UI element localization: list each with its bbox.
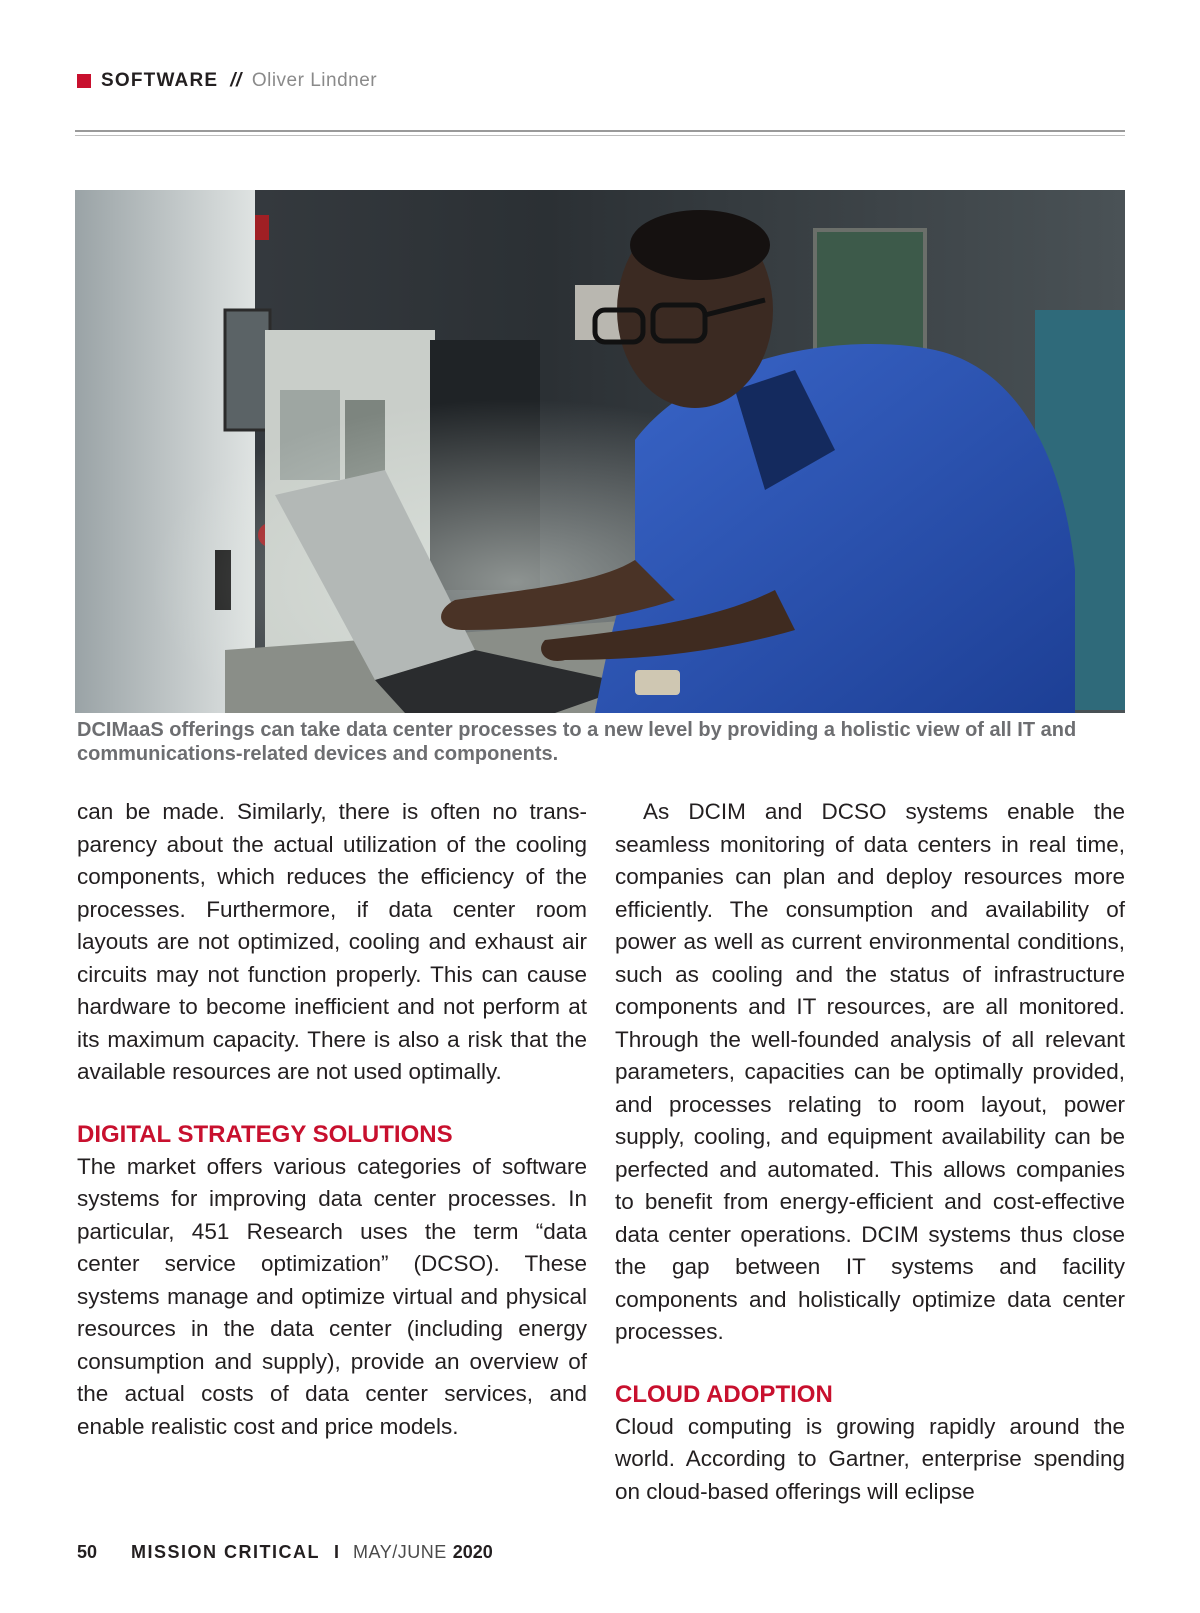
section-heading: DIGITAL STRATEGY SOLUTIONS <box>77 1120 453 1148</box>
body-paragraph: can be made. Similarly, there is often no transparency about the actual utilization of the cooling components, which reduces the efficiency of the processes. Furthermore, if data center room layouts are not optimized, cooling and exhaust air circuits may not function properly. This can cause hardware to become inefficient and not perform at its maximum capacity. There is also a risk that the available resources are not used optimally. <box>77 799 587 1084</box>
section-label: SOFTWARE <box>101 70 219 91</box>
article-photo <box>75 190 1125 713</box>
page-footer <box>77 1542 493 1563</box>
photo-caption: DCIMaaS offerings can take data center processes to a new level by providing a holistic view of all IT and communications-related devices and components. <box>77 719 1077 765</box>
page-number: 50 <box>77 1542 98 1562</box>
issue-year: 2020 <box>452 1542 493 1562</box>
running-header <box>77 70 377 92</box>
right-column <box>615 796 1125 1508</box>
body-paragraph: Cloud computing is growing rapidly around the world. According to Gartner, enterprise spending on cloud-based offerings will eclipse <box>615 1413 1125 1504</box>
magazine-name: MISSION CRITICAL <box>131 1542 321 1562</box>
issue-date: MAY/JUNE <box>353 1542 447 1562</box>
section-marker-square <box>77 74 91 88</box>
body-paragraph: The market offers various categories of software systems for improving data center processes. In particular, 451 Research uses the term “data center service optimization” (DCSO). These systems manage and optimize virtual and physical resources in the data center (including energy consumption and supply), provide an overview of the actual costs of data center services, and enable realistic cost and price models. <box>77 1153 587 1439</box>
header-separator: // <box>230 70 242 91</box>
header-rule <box>75 130 1125 132</box>
header-rule-thin <box>75 135 1125 136</box>
left-column <box>77 796 587 1443</box>
body-paragraph: As DCIM and DCSO systems enable the seamless monitoring of data centers in real time, companies can plan and deploy resources more efficiently. The consumption and availability of power as well as current environmental conditions, such as cooling and the status of infrastructure components and IT resources, are all monitored. Through the well-founded analysis of all relevant parameters, capacities can be optimally provided, and processes relating to room layout, power supply, cooling, and equipment availability can be perfected and automated. This allows companies to benefit from energy-efficient and cost-effective data center operations. DCIM systems thus close the gap between IT systems and facility components and holistically optimize data center processes. <box>615 799 1125 1344</box>
photo-illustration <box>75 190 1125 713</box>
section-heading: CLOUD ADOPTION <box>615 1380 833 1408</box>
footer-divider: I <box>334 1542 340 1562</box>
author-name: Oliver Lindner <box>251 70 378 91</box>
